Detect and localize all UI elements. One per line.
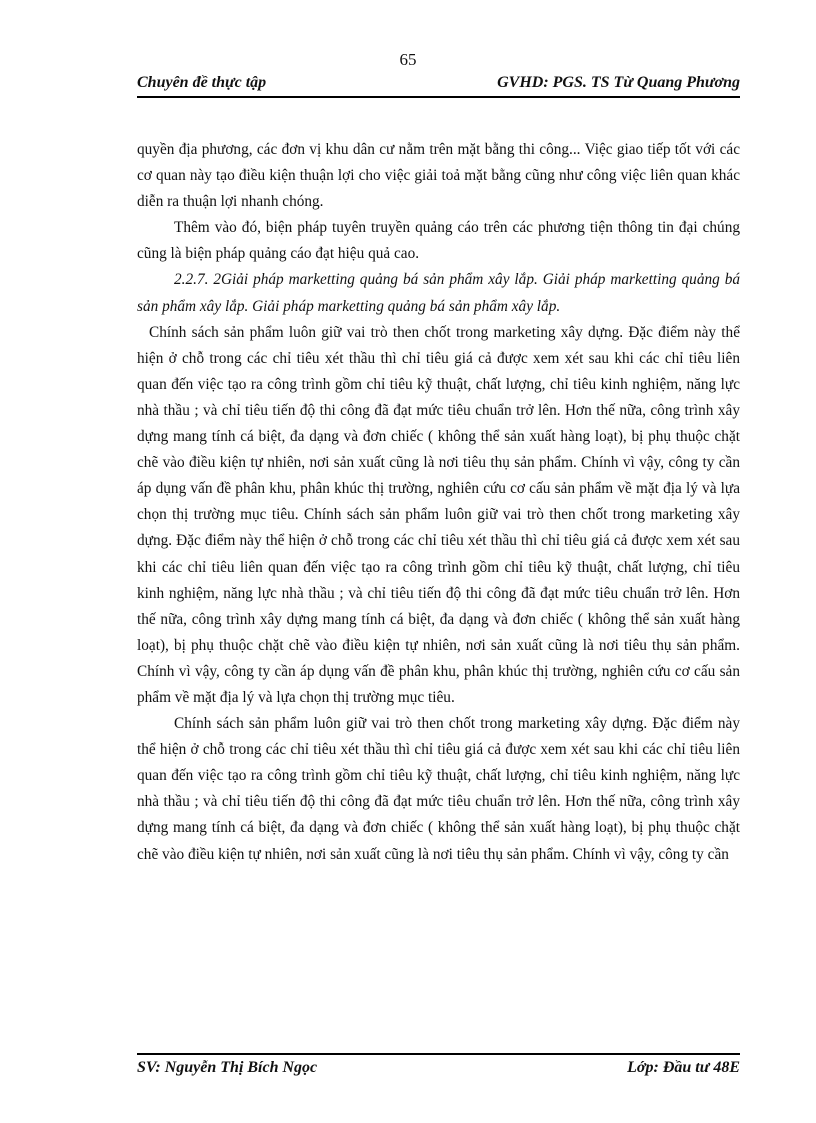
footer-right: Lớp: Đầu tư 48E [627,1059,740,1076]
paragraph: Thêm vào đó, biện pháp tuyên truyền quảng cáo trên các phương tiện thông tin đại chúng cũng là biện pháp quảng cáo đạt hiệu quả cao. [137,219,740,263]
header-right: GVHD: PGS. TS Từ Quang Phương [497,74,740,91]
paragraph: Chính sách sản phẩm luôn giữ vai trò then chốt trong marketing xây dựng. Đặc điểm này thể hiện ở chỗ trong các chỉ tiêu xét thầu thì chỉ tiêu giá cả được xem xét sau khi các chỉ tiêu liên quan đến việc tạo ra công trình gồm chỉ tiêu kỹ thuật, chất lượng, chỉ tiêu kinh nghiệm, năng lực nhà thầu ; và chỉ tiêu tiến độ thi công đã đạt mức tiêu chuẩn trở lên. Hơn thế nữa, công trình xây dựng mang tính cá biệt, đa dạng và đơn chiếc ( không thể sản xuất hàng loạt), bị phụ thuộc chặt chẽ vào điều kiện tự nhiên, nơi sản xuất cũng là nơi tiêu thụ sản phẩm. Chính vì vậy, công ty cần [137,715,740,863]
section-heading: 2.2.7. 2Giải pháp marketting quảng bá sản phẩm xây lắp. Giải pháp marketting quảng bá sản phẩm xây lắp. Giải pháp marketting quảng bá sản phẩm xây lắp. [137,271,740,315]
page-body [137,137,740,868]
page-header [137,74,740,98]
paragraph-continuation: quyền địa phương, các đơn vị khu dân cư nằm trên mặt bằng thi công... Việc giao tiếp tốt với các cơ quan này tạo điều kiện thuận lợi cho việc giải toả mặt bằng cũng như công việc liên quan khác diễn ra thuận lợi nhanh chóng. [137,141,740,211]
footer-left: SV: Nguyễn Thị Bích Ngọc [137,1059,318,1076]
header-left: Chuyên đề thực tập [137,74,267,91]
page-footer [137,1053,740,1077]
paragraph: Chính sách sản phẩm luôn giữ vai trò then chốt trong marketing xây dựng. Đặc điểm này thể hiện ở chỗ trong các chỉ tiêu xét thầu thì chỉ tiêu giá cả được xem xét sau khi các chỉ tiêu liên quan đến việc tạo ra công trình gồm chỉ tiêu kỹ thuật, chất lượng, chỉ tiêu kinh nghiệm, năng lực nhà thầu ; và chỉ tiêu tiến độ thi công đã đạt mức tiêu chuẩn trở lên. Hơn thế nữa, công trình xây dựng mang tính cá biệt, đa dạng và đơn chiếc ( không thể sản xuất hàng loạt), bị phụ thuộc chặt chẽ vào điều kiện tự nhiên, nơi sản xuất cũng là nơi tiêu thụ sản phẩm. Chính vì vậy, công ty cần áp dụng vấn đề phân khu, phân khúc thị trường, nghiên cứu cơ cấu sản phẩm về mặt địa lý và lựa chọn thị trường mục tiêu. Chính sách sản phẩm luôn giữ vai trò then chốt trong marketing xây dựng. Đặc điểm này thể hiện ở chỗ trong các chỉ tiêu xét thầu thì chỉ tiêu giá cả được xem xét sau khi các chỉ tiêu liên quan đến việc tạo ra công trình gồm chỉ tiêu kỹ thuật, chất lượng, chỉ tiêu kinh nghiệm, năng lực nhà thầu ; và chỉ tiêu tiến độ thi công đã đạt mức tiêu chuẩn trở lên. Hơn thế nữa, công trình xây dựng mang tính cá biệt, đa dạng và đơn chiếc ( không thể sản xuất hàng loạt), bị phụ thuộc chặt chẽ vào điều kiện tự nhiên, nơi sản xuất cũng là nơi tiêu thụ sản phẩm. Chính vì vậy, công ty cần áp dụng vấn đề phân khu, phân khúc thị trường, nghiên cứu cơ cấu sản phẩm về mặt địa lý và lựa chọn thị trường mục tiêu. [137,323,740,706]
page-number: 65 [399,50,417,69]
